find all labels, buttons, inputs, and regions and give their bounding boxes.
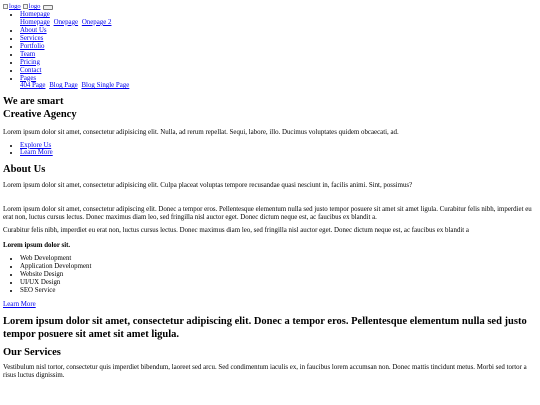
menu-toggle-button[interactable]: [43, 5, 53, 10]
list-item: • Web Development: [20, 255, 537, 263]
main-nav: [3, 11, 537, 90]
broken-image-icon: [3, 4, 8, 9]
submenu-link-homepage[interactable]: Homepage: [20, 18, 50, 26]
callout-heading: Lorem ipsum dolor sit amet, consectetur adipiscing elit. Donec a tempor eros. Pellentesque elementum nulla sed justo tempor posuere sit amet sit amet ligula.: [3, 315, 527, 340]
list-item: • UI/UX Design: [20, 279, 537, 287]
hero-title: [3, 96, 537, 121]
nav-item-pricing: [20, 59, 537, 67]
nav-item-services: [20, 35, 537, 43]
services-text: Vestibulum nisl tortor, consectetur quis imperdiet bibendum, laoreet sed arcu. Sed condimentum iaculis ex, in faucibus lorem accumsan non. Donec mattis tincidunt metus. Morbi sed tortor a risus luctus dignissim.: [3, 364, 527, 379]
hero-title-line-1: We are smart: [3, 96, 64, 108]
nav-link-portfolio[interactable]: Portfolio: [20, 42, 45, 50]
list-item: • Application Development: [20, 263, 537, 271]
logo-link-1[interactable]: [3, 3, 21, 11]
hero-text: Lorem ipsum dolor sit amet, consectetur adipisicing elit. Nulla, ad rerum repellat. Sequi, labore, illo. Ducimus voluptates quidem obcaecati, ad.: [3, 128, 399, 136]
hero-buttons: [3, 142, 537, 158]
nav-link-services[interactable]: Services: [20, 34, 44, 42]
nav-item-about: [20, 27, 537, 35]
submenu-link-onepage[interactable]: Onepage: [53, 18, 79, 26]
about-intro: Lorem ipsum dolor sit amet, consectetur adipisicing elit. Culpa placeat voluptas tempore recusandae quasi nesciunt in, facilis animi. Sint, possimus?: [3, 182, 413, 190]
about-title: About Us: [3, 164, 46, 176]
nav-link-homepage[interactable]: Homepage: [20, 11, 50, 18]
learn-more-button[interactable]: Learn More: [20, 149, 53, 157]
hero-button-item: [20, 142, 537, 150]
submenu-link-onepage-2[interactable]: Onepage 2: [81, 18, 112, 26]
about-paragraph-1: Lorem ipsum dolor sit amet, consectetur adipiscing elit. Donec a tempor eros. Pellentesque elementum nulla sed justo tempor posuere sit amet sit amet ligula. Curabitur felis nibh, imperdiet eu erat non, luctus cursus lectus. Donec maximus diam leo, sed fringilla nisl auctor eget. Donec dictum neque est, ac faucibus ex blandit a.: [3, 206, 532, 222]
nav-item-pages: [20, 75, 537, 91]
explore-us-button[interactable]: Explore Us: [20, 141, 52, 149]
nav-link-about[interactable]: About Us: [20, 26, 47, 34]
nav-item-contact: [20, 67, 537, 75]
nav-item-portfolio: [20, 43, 537, 51]
pages-submenu: [20, 82, 537, 90]
nav-item-team: [20, 51, 537, 59]
nav-link-pricing[interactable]: Pricing: [20, 58, 40, 66]
about-services-list: [3, 255, 537, 295]
logo-alt-text: logo: [9, 3, 21, 11]
logo-link-2[interactable]: [23, 3, 41, 11]
nav-link-team[interactable]: Team: [20, 50, 36, 58]
submenu-link-blog-single[interactable]: Blog Single Page: [81, 82, 130, 90]
submenu-link-blog[interactable]: Blog Page: [49, 82, 78, 90]
submenu-link-404[interactable]: 404 Page: [20, 82, 46, 90]
services-title: Our Services: [3, 347, 61, 358]
about-paragraph-2: Curabitur felis nibh, imperdiet eu erat non, luctus cursus lectus. Donec maximus diam leo, sed fringilla nisl auctor eget. Donec dictum neque est, ac faucibus ex blandit a: [3, 227, 469, 235]
nav-item-homepage: [20, 11, 537, 27]
logo-alt-text: logo: [28, 3, 41, 11]
nav-link-pages[interactable]: Pages: [20, 74, 37, 82]
homepage-submenu: [20, 19, 537, 27]
hero-button-item: [20, 149, 537, 157]
header-logos: [3, 3, 537, 11]
broken-image-icon: [23, 4, 28, 9]
list-item: • SEO Service: [20, 287, 537, 295]
list-item: • Website Design: [20, 271, 537, 279]
nav-link-contact[interactable]: Contact: [20, 66, 42, 74]
about-bold-label: Lorem ipsum dolor sit.: [3, 242, 71, 250]
hero-title-line-2: Creative Agency: [3, 108, 77, 120]
about-learn-more-link[interactable]: Learn More: [3, 300, 36, 308]
